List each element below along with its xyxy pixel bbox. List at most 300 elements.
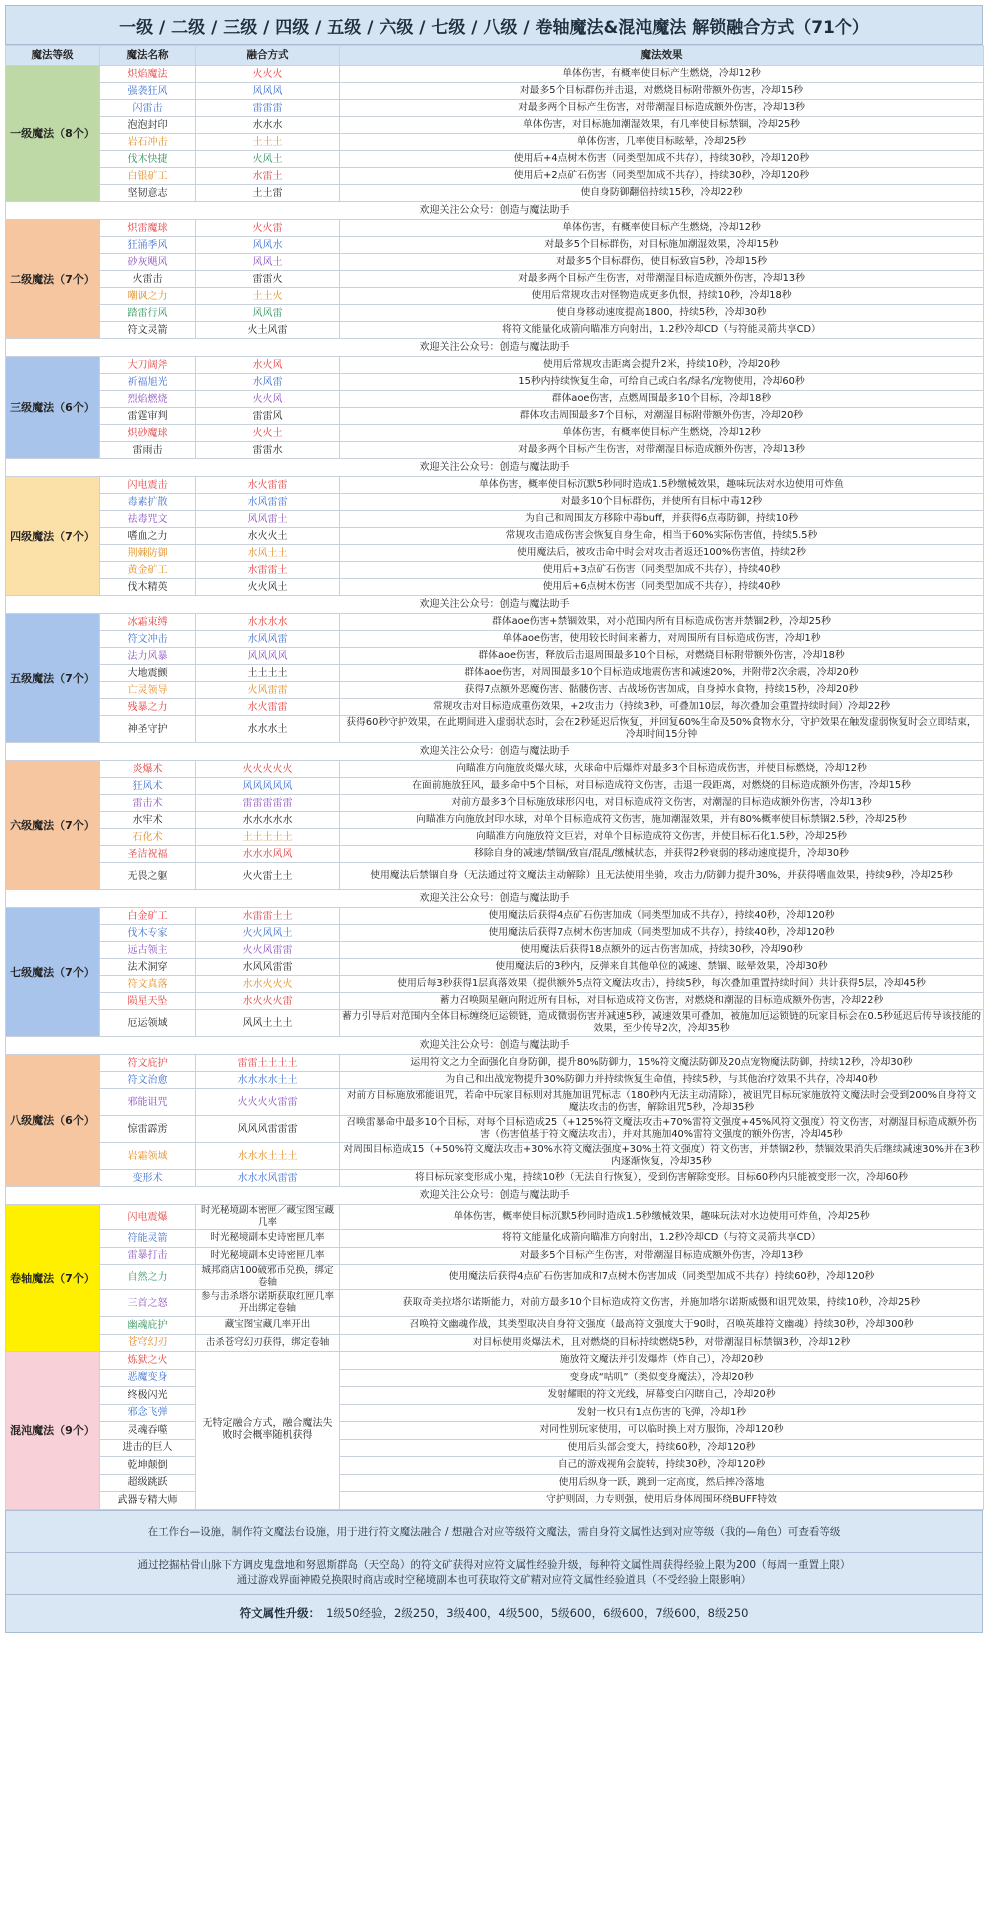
magic-name: 泡泡封印: [100, 117, 196, 134]
magic-effect: 对前方目标施放邪能诅咒，若命中玩家目标则对其施加诅咒标志（180秒内无法主动清除），被诅咒目标玩家施放符文魔法时会受到200%自身符文魔法攻击的伤害，解除诅咒5秒，冷却35秒: [340, 1089, 984, 1116]
obtain-method: 城邦商店100破邪币兑换，绑定卷轴: [196, 1265, 340, 1290]
table-row: [6, 631, 984, 648]
table-header-row: [6, 46, 984, 66]
magic-effect: 施放符文魔法并引发爆炸（炸自己），冷却20秒: [340, 1352, 984, 1370]
fusion-combo: 水火雷雷: [196, 477, 340, 494]
magic-effect: 使用后纵身一跃，跳到一定高度，然后摔冷落地: [340, 1474, 984, 1492]
level-cell: 六级魔法（7个）: [6, 761, 100, 890]
magic-name: 炽砂魔球: [100, 425, 196, 442]
magic-name: 砂灰飓风: [100, 254, 196, 271]
header-effect: 魔法效果: [340, 46, 984, 66]
magic-name: 闪雷击: [100, 100, 196, 117]
magic-name: 炼狱之火: [100, 1352, 196, 1370]
magic-name: 伐木精英: [100, 579, 196, 596]
magic-name: 符文灵箭: [100, 322, 196, 339]
magic-name: 嘲讽之力: [100, 288, 196, 305]
magic-effect: 使用后头部会变大，持续60秒，冷却120秒: [340, 1439, 984, 1457]
fusion-combo: 风风风雷雷雷: [196, 1116, 340, 1143]
follow-tip: 欢迎关注公众号：创造与魔法助手: [6, 202, 984, 220]
obtain-method: 时光秘境副本史诗密匣几率: [196, 1230, 340, 1248]
obtain-method: 参与击杀塔尔诺斯获取红匣几率开出绑定卷轴: [196, 1290, 340, 1317]
table-row: [6, 562, 984, 579]
fusion-combo: 火火风: [196, 391, 340, 408]
fusion-combo: 水风风雷雷: [196, 959, 340, 976]
table-row: [6, 716, 984, 743]
table-row: [6, 682, 984, 699]
table-row: [6, 614, 984, 631]
footer-line-2: 通过挖掘枯骨山脉下方调皮鬼盘地和努恩斯群岛（天空岛）的符文矿获得对应符文属性经验升级，每种符文属性周获得经验上限为200（每周一重置上限）: [137, 1559, 851, 1571]
table-row: [6, 254, 984, 271]
magic-name: 炽雷魔球: [100, 220, 196, 237]
magic-name: 厄运领域: [100, 1010, 196, 1037]
tip-row: [6, 1187, 984, 1205]
magic-name: 毒素扩散: [100, 494, 196, 511]
magic-effect: 对目标使用炎爆法术，且对燃烧的目标持续燃烧5秒，对带潮湿目标禁锢3秒，冷却12秒: [340, 1334, 984, 1352]
magic-name: 变形术: [100, 1170, 196, 1187]
magic-effect: 移除自身的减速/禁锢/致盲/混乱/缴械状态，并获得2秒衰弱的移动速度提升，冷却30秒: [340, 846, 984, 863]
magic-table: [5, 45, 984, 1510]
fusion-combo: 水水水水: [196, 614, 340, 631]
magic-effect: 使自身移动速度提高1800，持续5秒，冷却30秒: [340, 305, 984, 322]
follow-tip: 欢迎关注公众号：创造与魔法助手: [6, 459, 984, 477]
magic-effect: 对最多5个目标群伤，使目标致盲5秒，冷却15秒: [340, 254, 984, 271]
fusion-combo: 水雷雷土: [196, 562, 340, 579]
table-row: [6, 1317, 984, 1335]
magic-name: 圣洁祝福: [100, 846, 196, 863]
table-row: [6, 1387, 984, 1405]
magic-effect: 获取奇美拉塔尔诺斯能力，对前方最多10个目标造成符文伤害，并施加塔尔诺斯威慑和诅咒效果，持续10秒，冷却25秒: [340, 1290, 984, 1317]
magic-name: 三首之怒: [100, 1290, 196, 1317]
obtain-method: 击杀苍穹幻刃获得，绑定卷轴: [196, 1334, 340, 1352]
fusion-combo: 风风雷: [196, 305, 340, 322]
table-row: [6, 1265, 984, 1290]
fusion-combo: 火火火火火: [196, 761, 340, 778]
table-row: [6, 442, 984, 459]
magic-effect: 使用后常规攻击距离会提升2米，持续10秒，冷却20秒: [340, 357, 984, 374]
fusion-combo: 火火风风土: [196, 925, 340, 942]
table-row: [6, 846, 984, 863]
magic-effect: 将目标玩家变形成小鬼，持续10秒（无法自行恢复），受到伤害解除变形。目标60秒内只能被变形一次，冷却60秒: [340, 1170, 984, 1187]
fusion-combo: 水风土土: [196, 545, 340, 562]
magic-name: 灵魂吞噬: [100, 1422, 196, 1440]
magic-effect: 召唤雷暴命中最多10个目标，对每个目标造成25（+125%符文魔法攻击+70%雷符文强度+45%风符文强度）符文伤害，对潮湿目标造成额外伤害（伤害值基于符文魔法攻击），并对其施加40%雷符文强度的额外伤害，冷却45秒: [340, 1116, 984, 1143]
table-row: [6, 1492, 984, 1510]
table-row: [6, 1457, 984, 1475]
fusion-combo: 火火风土: [196, 579, 340, 596]
tip-row: [6, 890, 984, 908]
magic-effect: 对最多10个目标群伤，并使所有目标中毒12秒: [340, 494, 984, 511]
magic-name: 大刀阔斧: [100, 357, 196, 374]
magic-effect: 对最多两个目标产生伤害，对带潮湿目标造成额外伤害，冷却13秒: [340, 271, 984, 288]
fusion-combo: 土土雷: [196, 185, 340, 202]
fusion-combo: 风风风风风: [196, 778, 340, 795]
fusion-combo: 火风雷雷: [196, 682, 340, 699]
fusion-combo: 风风风: [196, 83, 340, 100]
magic-name: 黄金矿工: [100, 562, 196, 579]
footer-levels: [5, 1595, 983, 1633]
fusion-combo: 火火雷土土: [196, 863, 340, 890]
table-row: [6, 1170, 984, 1187]
table-row: [6, 391, 984, 408]
magic-effect: 对前方最多3个目标施放球形闪电，对目标造成符文伤害，对潮湿的目标造成额外伤害，冷却13秒: [340, 795, 984, 812]
level-cell: 四级魔法（7个）: [6, 477, 100, 596]
tip-row: [6, 596, 984, 614]
table-row: [6, 1439, 984, 1457]
magic-name: 神圣守护: [100, 716, 196, 743]
magic-effect: 群体攻击周围最多7个目标，对潮湿目标附带额外伤害，冷却20秒: [340, 408, 984, 425]
magic-effect: 对最多5个目标产生伤害，对带潮湿目标造成额外伤害，冷却13秒: [340, 1247, 984, 1265]
table-row: [6, 1334, 984, 1352]
table-row: [6, 83, 984, 100]
magic-effect: 自己的游戏视角会旋转，持续30秒，冷却120秒: [340, 1457, 984, 1475]
magic-effect: 向瞄准方向施放封印水球，对单个目标造成符文伤害，施加潮湿效果，并有80%概率使目标禁锢2.5秒，冷却25秒: [340, 812, 984, 829]
table-row: [6, 1055, 984, 1072]
table-row: [6, 1290, 984, 1317]
table-row: [6, 117, 984, 134]
magic-effect: 在面前施放狂风，最多命中5个目标，对目标造成符文伤害，击退一段距离，对燃烧的目标造成额外伤害，冷却15秒: [340, 778, 984, 795]
magic-effect: 单体伤害，概率使目标沉默5秒同时造成1.5秒缴械效果，趣味玩法对水边使用可炸鱼: [340, 477, 984, 494]
fusion-combo: 雷雷雷: [196, 100, 340, 117]
table-row: [6, 942, 984, 959]
table-row: [6, 305, 984, 322]
table-row: [6, 1116, 984, 1143]
fusion-combo: 火风土: [196, 151, 340, 168]
magic-name: 苍穹幻刃: [100, 1334, 196, 1352]
fusion-combo: 水雷土: [196, 168, 340, 185]
table-row: [6, 699, 984, 716]
table-row: [6, 1422, 984, 1440]
magic-effect: 常规攻击造成伤害会恢复自身生命，相当于60%实际伤害值，持续5.5秒: [340, 528, 984, 545]
magic-name: 炽焰魔法: [100, 66, 196, 83]
table-row: [6, 168, 984, 185]
fusion-combo: 水水水风雷雷: [196, 1170, 340, 1187]
magic-name: 无畏之躯: [100, 863, 196, 890]
table-row: [6, 812, 984, 829]
magic-effect: 运用符文之力全面强化自身防御，提升80%防御力，15%符文魔法防御及20点宠物魔法防御，持续12秒，冷却30秒: [340, 1055, 984, 1072]
magic-effect: 对周围目标造成15（+50%符文魔法攻击+30%水符文魔法强度+30%土符文强度）符文伤害，并禁锢2秒，禁锢效果消失后继续减速30%并在3秒内逐渐恢复，冷却35秒: [340, 1143, 984, 1170]
table-row: [6, 511, 984, 528]
magic-effect: 向瞄准方向施放符文巨岩，对单个目标造成符文伤害，并使目标石化1.5秒，冷却25秒: [340, 829, 984, 846]
magic-effect: 对同性别玩家使用，可以临时换上对方服饰，冷却120秒: [340, 1422, 984, 1440]
magic-effect: 群体aoe伤害+禁锢效果，对小范围内所有目标造成伤害并禁锢2秒，冷却25秒: [340, 614, 984, 631]
magic-name: 自然之力: [100, 1265, 196, 1290]
fusion-combo: 火火火: [196, 66, 340, 83]
table-row: [6, 1205, 984, 1230]
magic-effect: 15秒内持续恢复生命，可给自己或白名/绿名/宠物使用，冷却60秒: [340, 374, 984, 391]
magic-name: 超级跳跃: [100, 1474, 196, 1492]
magic-effect: 使用后+6点树木伤害（同类型加成不共存），持续40秒: [340, 579, 984, 596]
magic-name: 冰霜束缚: [100, 614, 196, 631]
level-cell: 一级魔法（8个）: [6, 66, 100, 202]
fusion-combo: 水火风: [196, 357, 340, 374]
magic-effect: 使用后常规攻击对怪物造成更多仇恨，持续10秒，冷却18秒: [340, 288, 984, 305]
table-row: [6, 863, 984, 890]
magic-effect: 向瞄准方向施放炎爆火球，火球命中后爆炸对最多3个目标造成伤害，并使目标燃烧，冷却12秒: [340, 761, 984, 778]
fusion-combo: 水水火火火: [196, 976, 340, 993]
magic-name: 荆棘防御: [100, 545, 196, 562]
follow-tip: 欢迎关注公众号：创造与魔法助手: [6, 743, 984, 761]
magic-effect: 使用魔法后获得4点矿石伤害加成和7点树木伤害加成（同类型加成不共存）持续60秒，冷却120秒: [340, 1265, 984, 1290]
magic-name: 祛毒咒文: [100, 511, 196, 528]
fusion-combo: 土土土: [196, 134, 340, 151]
tip-row: [6, 743, 984, 761]
level-cell: 混沌魔法（9个）: [6, 1352, 100, 1510]
magic-effect: 使用魔法后获得18点额外的远古伤害加成，持续30秒，冷却90秒: [340, 942, 984, 959]
magic-effect: 群体aoe伤害，对周围最多10个目标造成地震伤害和减速20%，并附带2次余震，冷却20秒: [340, 665, 984, 682]
table-row: [6, 1143, 984, 1170]
table-row: [6, 477, 984, 494]
fusion-combo: 水水水水水: [196, 812, 340, 829]
level-cell: 五级魔法（7个）: [6, 614, 100, 743]
follow-tip: 欢迎关注公众号：创造与魔法助手: [6, 1187, 984, 1205]
level-cell: 二级魔法（7个）: [6, 220, 100, 339]
level-cell: 三级魔法（6个）: [6, 357, 100, 459]
fusion-combo: 雷雷火: [196, 271, 340, 288]
magic-effect: 召唤符文幽魂作战，其类型取决自身符文强度（最高符文强度大于90时，召唤英雄符文幽魂）持续30秒，冷却300秒: [340, 1317, 984, 1335]
magic-effect: 使用魔法后禁锢自身（无法通过符文魔法主动解除）且无法使用坐骑，攻击力/防御力提升30%，并获得嗜血效果，持续9秒，冷却25秒: [340, 863, 984, 890]
table-row: [6, 1404, 984, 1422]
table-row: [6, 1072, 984, 1089]
fusion-combo: 土土土土: [196, 665, 340, 682]
magic-effect: 使用魔法后获得4点矿石伤害加成（同类型加成不共存），持续40秒，冷却120秒: [340, 908, 984, 925]
level-cell: 七级魔法（7个）: [6, 908, 100, 1037]
magic-name: 狂涌季风: [100, 237, 196, 254]
magic-name: 火雷击: [100, 271, 196, 288]
follow-tip: 欢迎关注公众号：创造与魔法助手: [6, 596, 984, 614]
magic-name: 岩石冲击: [100, 134, 196, 151]
fusion-combo: 雷雷雷雷雷: [196, 795, 340, 812]
magic-effect: 对最多两个目标产生伤害，对带潮湿目标造成额外伤害，冷却13秒: [340, 100, 984, 117]
magic-name: 残暴之力: [100, 699, 196, 716]
magic-effect: 守护则固，力专则强，使用后身体周围环绕BUFF特效: [340, 1492, 984, 1510]
magic-name: 白银矿工: [100, 168, 196, 185]
magic-name: 闪电震击: [100, 477, 196, 494]
table-row: [6, 66, 984, 83]
magic-name: 狂风术: [100, 778, 196, 795]
obtain-method: 时光秘境副本史诗密匣几率: [196, 1247, 340, 1265]
fusion-combo: 水火火土: [196, 528, 340, 545]
table-row: [6, 925, 984, 942]
tip-row: [6, 1037, 984, 1055]
table-row: [6, 288, 984, 305]
magic-effect: 单体伤害，有概率使目标产生燃烧，冷却12秒: [340, 425, 984, 442]
table-row: [6, 761, 984, 778]
tip-row: [6, 459, 984, 477]
fusion-combo: 水风风雷: [196, 631, 340, 648]
fusion-combo: 雷雷风: [196, 408, 340, 425]
magic-name: 水牢术: [100, 812, 196, 829]
table-row: [6, 494, 984, 511]
table-row: [6, 976, 984, 993]
magic-name: 符文真落: [100, 976, 196, 993]
magic-name: 进击的巨人: [100, 1439, 196, 1457]
follow-tip: 欢迎关注公众号：创造与魔法助手: [6, 890, 984, 908]
magic-name: 烈焰燃烧: [100, 391, 196, 408]
magic-name: 亡灵领导: [100, 682, 196, 699]
table-row: [6, 648, 984, 665]
footer-block-2: [5, 1553, 983, 1595]
table-row: [6, 528, 984, 545]
magic-name: 符文庇护: [100, 1055, 196, 1072]
table-row: [6, 1010, 984, 1037]
table-row: [6, 322, 984, 339]
magic-name: 岩霜领域: [100, 1143, 196, 1170]
magic-name: 坚韧意志: [100, 185, 196, 202]
magic-name: 石化术: [100, 829, 196, 846]
magic-name: 远古领主: [100, 942, 196, 959]
level-cell: 八级魔法（6个）: [6, 1055, 100, 1187]
fusion-combo: 风风水: [196, 237, 340, 254]
fusion-combo: 风风土: [196, 254, 340, 271]
fusion-combo: 火火土: [196, 425, 340, 442]
magic-effect: 发射一枚只有1点伤害的飞弹，冷却1秒: [340, 1404, 984, 1422]
page-title: 一级 / 二级 / 三级 / 四级 / 五级 / 六级 / 七级 / 八级 / 卷轴魔法&混沌魔法 解锁融合方式（71个）: [5, 5, 983, 45]
magic-name: 陨星天坠: [100, 993, 196, 1010]
magic-effect: 将符文能量化成箭向瞄准方向射出，1.2秒冷却CD（与符文灵箭共享CD）: [340, 1230, 984, 1248]
fusion-combo: 水水水: [196, 117, 340, 134]
fusion-combo: 无特定融合方式，融合魔法失败时会概率随机获得: [196, 1352, 340, 1510]
magic-effect: 单体伤害，有概率使目标产生燃烧，冷却12秒: [340, 220, 984, 237]
levels-values: 1级50经验，2级250，3级400，4级500，5级600，6级600，7级600，8级250: [326, 1606, 749, 1620]
footer-line-3: 通过游戏界面神殿兑换限时商店或时空秘境副本也可获取符文矿精对应符文属性经验道具（不受经验上限影响）: [236, 1574, 752, 1586]
fusion-combo: 水水水风风: [196, 846, 340, 863]
table-row: [6, 1369, 984, 1387]
page: [5, 5, 983, 1633]
magic-effect: 单体aoe伤害，使用较长时间来蓄力，对周围所有目标造成伤害，冷却1秒: [340, 631, 984, 648]
follow-tip: 欢迎关注公众号：创造与魔法助手: [6, 1037, 984, 1055]
magic-effect: 使用魔法后的3秒内，反弹来自其他单位的减速、禁锢、眩晕效果，冷却30秒: [340, 959, 984, 976]
magic-name: 乾坤颠倒: [100, 1457, 196, 1475]
tip-row: [6, 202, 984, 220]
magic-effect: 使用魔法后获得7点树木伤害加成（同类型加成不共存），持续40秒，冷却120秒: [340, 925, 984, 942]
magic-name: 雷雨击: [100, 442, 196, 459]
table-row: [6, 374, 984, 391]
magic-effect: 蓄力召唤陨星砸向附近所有目标，对目标造成符文伤害，对燃烧和潮湿的目标造成额外伤害，冷却22秒: [340, 993, 984, 1010]
fusion-combo: 水水水土土土: [196, 1143, 340, 1170]
magic-name: 祈福旭光: [100, 374, 196, 391]
fusion-combo: 水火火火雷: [196, 993, 340, 1010]
table-row: [6, 829, 984, 846]
magic-effect: 群体aoe伤害，点燃周围最多10个目标，冷却18秒: [340, 391, 984, 408]
magic-effect: 使用后+3点矿石伤害（同类型加成不共存），持续40秒: [340, 562, 984, 579]
magic-effect: 发射耀眼的符文光线，屏幕变白闪瞎自己，冷却20秒: [340, 1387, 984, 1405]
table-row: [6, 134, 984, 151]
fusion-combo: 雷雷土土土土: [196, 1055, 340, 1072]
table-row: [6, 959, 984, 976]
fusion-combo: 水火雷雷: [196, 699, 340, 716]
obtain-method: 时光秘境副本密匣／藏宝图宝藏几率: [196, 1205, 340, 1230]
magic-name: 强袭狂风: [100, 83, 196, 100]
fusion-combo: 水水水土: [196, 716, 340, 743]
magic-name: 恶魔变身: [100, 1369, 196, 1387]
header-level: 魔法等级: [6, 46, 100, 66]
magic-effect: 单体伤害，有概率使目标产生燃烧，冷却12秒: [340, 66, 984, 83]
table-row: [6, 1089, 984, 1116]
fusion-combo: 水雷雷土土: [196, 908, 340, 925]
magic-effect: 获得7点额外恶魔伤害、骷髅伤害、古战场伤害加成，自身掉水食物，持续15秒，冷却20秒: [340, 682, 984, 699]
magic-name: 大地震颤: [100, 665, 196, 682]
levels-label: 符文属性升级：: [239, 1606, 321, 1620]
magic-name: 雷霆审判: [100, 408, 196, 425]
magic-effect: 常规攻击对目标造成重伤效果，+2攻击力（持续3秒，可叠加10层，每次叠加会重置持续时间）冷却22秒: [340, 699, 984, 716]
magic-name: 踏雷行风: [100, 305, 196, 322]
magic-effect: 单体伤害，几率使目标眩晕，冷却25秒: [340, 134, 984, 151]
magic-name: 白金矿工: [100, 908, 196, 925]
table-row: [6, 1247, 984, 1265]
magic-effect: 对最多两个目标产生伤害，对带潮湿目标造成额外伤害，冷却13秒: [340, 442, 984, 459]
magic-effect: 使用后+2点矿石伤害（同类型加成不共存），持续30秒，冷却120秒: [340, 168, 984, 185]
magic-name: 惊雷霹雳: [100, 1116, 196, 1143]
table-row: [6, 795, 984, 812]
fusion-combo: 风风雷土: [196, 511, 340, 528]
magic-effect: 为自己和周围友方移除中毒buff，并获得6点毒防御，持续10秒: [340, 511, 984, 528]
table-row: [6, 425, 984, 442]
follow-tip: 欢迎关注公众号：创造与魔法助手: [6, 339, 984, 357]
table-row: [6, 579, 984, 596]
fusion-combo: 水风雷雷: [196, 494, 340, 511]
magic-name: 嗜血之力: [100, 528, 196, 545]
magic-name: 武器专精大师: [100, 1492, 196, 1510]
magic-name: 炎爆术: [100, 761, 196, 778]
header-combo: 融合方式: [196, 46, 340, 66]
obtain-method: 藏宝图宝藏几率开出: [196, 1317, 340, 1335]
fusion-combo: 风风土土土: [196, 1010, 340, 1037]
magic-name: 符文治愈: [100, 1072, 196, 1089]
fusion-combo: 土土土土土: [196, 829, 340, 846]
fusion-combo: 火火雷: [196, 220, 340, 237]
fusion-combo: 雷雷水: [196, 442, 340, 459]
magic-name: 伐木快捷: [100, 151, 196, 168]
magic-effect: 对最多5个目标群伤并击退，对燃烧目标附带额外伤害，冷却15秒: [340, 83, 984, 100]
magic-effect: 单体伤害，概率使目标沉默5秒同时造成1.5秒缴械效果，趣味玩法对水边使用可炸鱼，冷却25秒: [340, 1205, 984, 1230]
table-row: [6, 185, 984, 202]
table-row: [6, 408, 984, 425]
magic-name: 雷暴打击: [100, 1247, 196, 1265]
table-row: [6, 545, 984, 562]
level-cell: 卷轴魔法（7个）: [6, 1205, 100, 1352]
magic-name: 雷击术: [100, 795, 196, 812]
magic-name: 法力风暴: [100, 648, 196, 665]
header-name: 魔法名称: [100, 46, 196, 66]
magic-effect: 将符文能量化成箭向瞄准方向射出，1.2秒冷却CD（与符能灵箭共享CD）: [340, 322, 984, 339]
tip-row: [6, 339, 984, 357]
magic-name: 伐木专家: [100, 925, 196, 942]
fusion-combo: 土土火: [196, 288, 340, 305]
table-row: [6, 778, 984, 795]
fusion-combo: 火土风雷: [196, 322, 340, 339]
magic-effect: 使用后每3秒获得1层真落效果（提供额外5点符文魔法攻击），持续5秒，每次叠加重置持续时间）共计获得5层，冷却45秒: [340, 976, 984, 993]
fusion-combo: 火火火火雷雷: [196, 1089, 340, 1116]
table-row: [6, 237, 984, 254]
table-row: [6, 1474, 984, 1492]
table-row: [6, 220, 984, 237]
magic-name: 闪电震爆: [100, 1205, 196, 1230]
magic-effect: 使自身防御翻倍持续15秒，冷却22秒: [340, 185, 984, 202]
magic-name: 幽魂庇护: [100, 1317, 196, 1335]
table-row: [6, 993, 984, 1010]
magic-effect: 使用后+4点树木伤害（同类型加成不共存），持续30秒，冷却120秒: [340, 151, 984, 168]
table-row: [6, 908, 984, 925]
magic-effect: 对最多5个目标群伤，对目标施加潮湿效果，冷却15秒: [340, 237, 984, 254]
magic-effect: 为自己和出战宠物提升30%防御力并持续恢复生命值，持续5秒，与其他治疗效果不共存，冷却40秒: [340, 1072, 984, 1089]
fusion-combo: 火火风雷雷: [196, 942, 340, 959]
magic-name: 符文冲击: [100, 631, 196, 648]
magic-name: 终极闪光: [100, 1387, 196, 1405]
table-body: [6, 66, 984, 1510]
footer-line-1: 在工作台—设施，制作符文魔法台设施，用于进行符文魔法融合 / 想融合对应等级符文魔法，需自身符文属性达到对应等级（我的—角色）可查看等级: [5, 1510, 983, 1553]
magic-effect: 群体aoe伤害，释放后击退周围最多10个目标，对燃烧目标附带额外伤害，冷却18秒: [340, 648, 984, 665]
table-row: [6, 100, 984, 117]
